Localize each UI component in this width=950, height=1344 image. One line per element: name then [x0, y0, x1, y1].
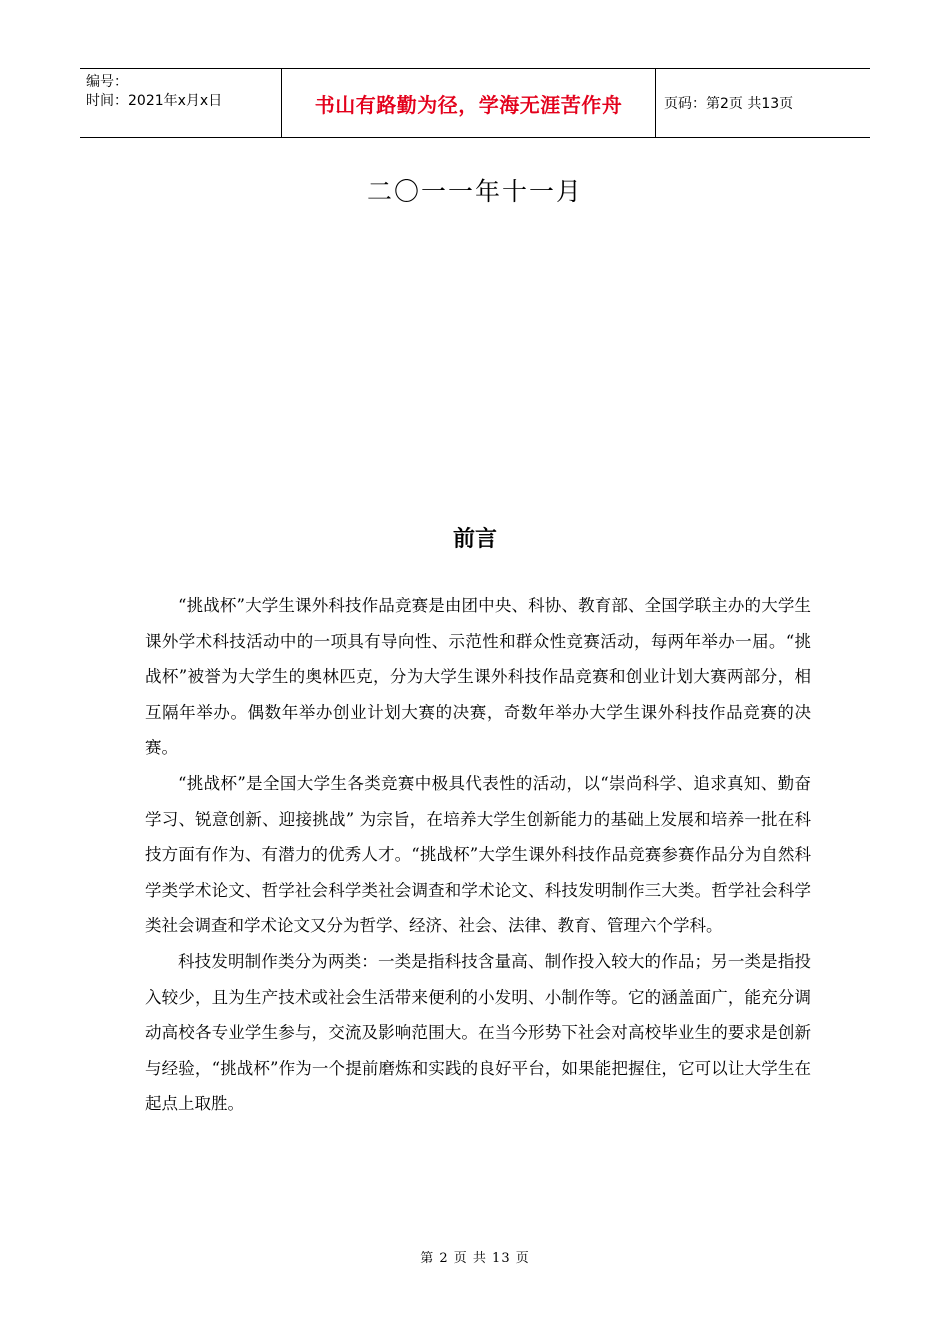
time-label: 时间：2021年x月x日 [86, 93, 223, 109]
page-header [80, 68, 870, 138]
paragraph: 科技发明制作类分为两类：一类是指科技含量高、制作投入较大的作品；另一类是指投入较少，且为生产技术或社会生活带来便利的小发明、小制作等。它的涵盖面广，能充分调动高校各专业学生参与，交流及影响范围大。在当今形势下社会对高校毕业生的要求是创新与经验，“挑战杯”作为一个提前磨炼和实践的良好平台，如果能把握住，它可以让大学生在起点上取胜。 [145, 951, 811, 1114]
body-text [145, 588, 811, 1122]
section-title: 前言 [452, 527, 497, 552]
paragraph: “挑战杯”大学生课外科技作品竞赛是由团中央、科协、教育部、全国学联主办的大学生课外学术科技活动中的一项具有导向性、示范性和群众性竞赛活动，每两年举办一届。“挑战杯”被誉为大学生的奥林匹克，分为大学生课外科技作品竞赛和创业计划大赛两部分，相互隔年举办。偶数年举办创业计划大赛的决赛，奇数年举办大学生课外科技作品竞赛的决赛。 [145, 596, 811, 758]
date-line: 二〇一一年十一月 [366, 177, 583, 206]
serial-label: 编号： [86, 74, 128, 90]
header-motto: 书山有路勤为径，学海无涯苦作舟 [282, 69, 656, 137]
page-footer: 第 2 页 共 13 页 [420, 1251, 530, 1266]
header-page-code: 页码：第2页 共13页 [664, 96, 794, 112]
header-meta [80, 69, 282, 137]
paragraph: “挑战杯”是全国大学生各类竞赛中极具代表性的活动，以“崇尚科学、追求真知、勤奋学习、锐意创新、迎接挑战” 为宗旨，在培养大学生创新能力的基础上发展和培养一批在科技方面有作为、有潜力的优秀人才。“挑战杯”大学生课外科技作品竞赛参赛作品分为自然科学类学术论文、哲学社会科学类社会调查和学术论文、科技发明制作三大类。哲学社会科学类社会调查和学术论文又分为哲学、经济、社会、法律、教育、管理六个学科。 [145, 773, 811, 936]
